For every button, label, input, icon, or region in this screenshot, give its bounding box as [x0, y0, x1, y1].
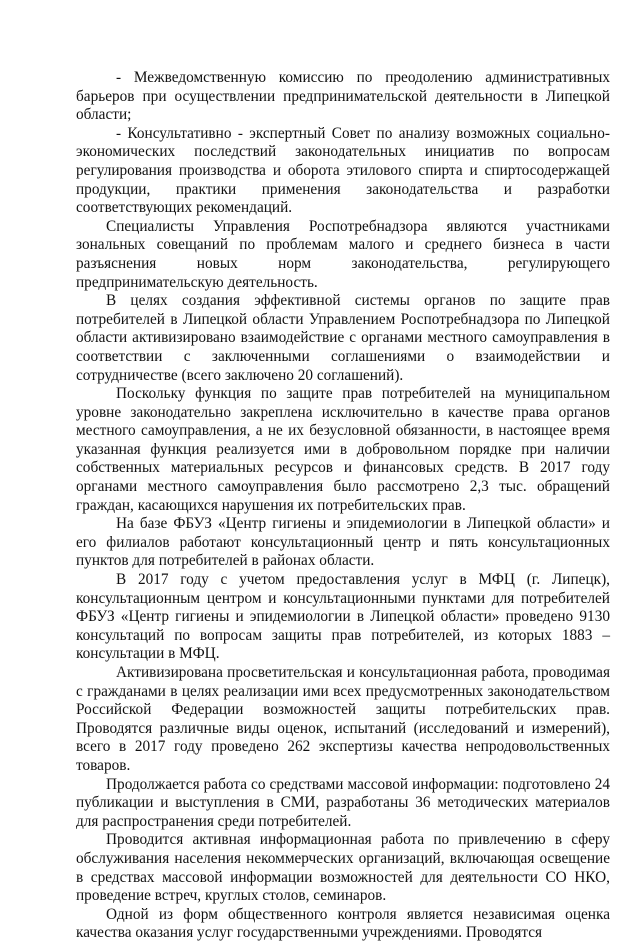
paragraph-interagency-commission: - Межведомственную комиссию по преодолению административных барьеров при осуществлении предпринимательской деятельности в Липецкой области;	[76, 69, 610, 124]
paragraph-local-government-cooperation: В целях создания эффективной системы органов по защите прав потребителей в Липецкой области Управлением Роспотребнадзора по Липецкой области активизировано взаимодействие с органами местного самоуправления в соответствии с заключенными соглашениями о взаимодействии и сотрудничестве (всего заключено 20 соглашений).	[76, 292, 610, 384]
paragraph-public-control: Одной из форм общественного контроля является независимая оценка качества оказания услуг государственными учреждениями. Проводятся	[76, 905, 610, 942]
paragraph-media-work: Продолжается работа со средствами массовой информации: подготовлено 24 публикации и выступления в СМИ, разработаны 36 методических материалов для распространения среди потребителей.	[76, 775, 610, 830]
paragraph-educational-work: Активизирована просветительская и консультационная работа, проводимая с гражданами в целях реализации ими всех предусмотренных законодательством Российской Федерации возможностей защиты потребительских прав. Проводятся различные виды оценок, испытаний (исследований и измерений), всего в 2017 году проведено 262 экспертизы качества непродовольственных товаров.	[76, 664, 610, 774]
paragraph-consultation-center: На базе ФБУЗ «Центр гигиены и эпидемиологии в Липецкой области» и его филиалов работают консультационный центр и пять консультационных пунктов для потребителей в районах области.	[76, 515, 610, 570]
paragraph-expert-council: - Консультативно - экспертный Совет по анализу возможных социально-экономических последствий законодательных инициатив по вопросам регулирования производства и оборота этилового спирта и спиртосодержащей продукции, практики применения законодательства и разработки соответствующих рекомендаций.	[76, 124, 610, 217]
paragraph-municipal-function: Поскольку функция по защите прав потребителей на муниципальном уровне законодательно закреплена исключительно в качестве права органов местного самоуправления, а не их безусловной обязанности, в настоящее время указанная функция реализуется ими в добровольном порядке при наличии собственных материальных ресурсов и финансовых средств. В 2017 году органами местного самоуправления было рассмотрено 2,3 тыс. обращений граждан, касающихся нарушения их потребительских прав.	[76, 385, 610, 514]
paragraph-consultations-2017: В 2017 году с учетом предоставления услуг в МФЦ (г. Липецк), консультационным центром и консультационными пунктами для потребителей ФБУЗ «Центр гигиены и эпидемиологии в Липецкой области» проведено 9130 консультаций по вопросам защиты прав потребителей, из которых 1883 – консультации в МФЦ.	[76, 571, 610, 663]
paragraph-zonal-meetings: Специалисты Управления Роспотребнадзора являются участниками зональных совещаний по проблемам малого и среднего бизнеса в части разъяснения новых норм законодательства, регулирующего предпринимательскую деятельность.	[76, 217, 610, 291]
document-page	[76, 69, 610, 943]
paragraph-nko-information: Проводится активная информационная работа по привлечению в сферу обслуживания населения некоммерческих организаций, включающая освещение в средствах массовой информации возможностей для деятельности СО НКО, проведение встреч, круглых столов, семинаров.	[76, 831, 610, 905]
